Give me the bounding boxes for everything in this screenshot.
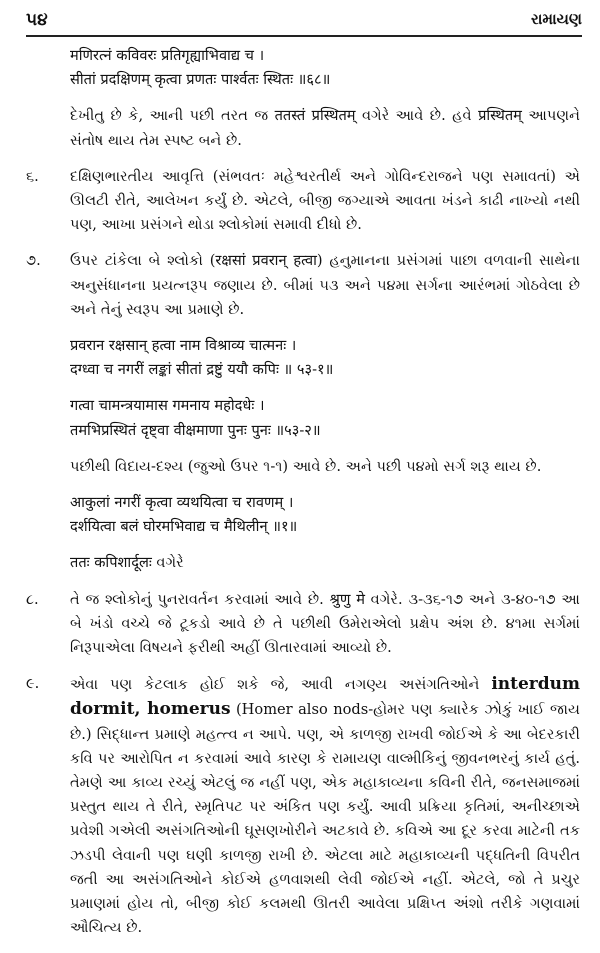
verse-block-4 (26, 491, 580, 539)
page-header (26, 6, 582, 36)
note-number: ૯. (26, 675, 40, 693)
verse-continuation: ततः कपिशार्दूलः વગેરે (70, 554, 184, 572)
verse-line: दर्शयित्वा बलं घोरमभिवाद्य च मैथिलीन् ॥१॥ (70, 518, 298, 536)
verse-line: गत्वा चामन्त्रयामास गमनाय महोदधेः । (70, 397, 265, 415)
note-item-7 (26, 249, 580, 322)
note-number: ૮. (26, 590, 39, 608)
note-number: ૭. (26, 252, 41, 270)
verse-block-1 (26, 44, 580, 92)
note-text-b: (Homer also nods-હોમર પણ ક્યારેક ઝોકું ખાઈ જાય છે.) સિદ્ધાન્ત પ્રમાણે મહત્ત્વ ન આપે. પણ, એ કાળજી રાખવી જોઈએ કે આ બેદરકારી કવિ પર આરોપિત ન કરવામાં આવે કારણ કે રામાયણ વાલ્મીકિનું જીવનભરનું કાર્ય હતું. તેમણે આ કાવ્ય રચ્યું એટલું જ નહીં પણ, એક મહાકાવ્યના કવિની રીતે, જનસમાજમાં પ્રસ્તુત થાય તે રીતે, સ્મૃતિપટ પર અંકિત પણ કર્યું. આવી પ્રક્રિયા કૃતિમાં, અનીચ્છાએ પ્રવેશી ગએલી અસંગતિઓની ઘૂસણખોરીને અટકાવે છે. કવિએ આ દૂર કરવા માટેની તક ઝડપી લેવાની પણ ઘણી કાળજી રાખી છે. એટલા માટે મહાકાવ્યની પદ્ધતિની વિપરીત જતી આ અસંગતિઓને કોઈએ હળવાશથી લેવી જોઈએ નહીં. એટલે, જો તે પ્રચુર પ્રમાણમાં હોય તો, બીજી કોઈ કલમથી ઊતરી આવેલા પ્રક્ષિપ્ત અંશો તરીકે ગણવામાં ઔચિત્ય છે. (70, 701, 580, 937)
note-item-8 (26, 588, 580, 661)
verse-line: दग्ध्वा च नगरीं लङ्कां सीतां द्रष्टुं ययौ कपिः ॥ ५३-१॥ (70, 361, 334, 379)
note-text: તે જ શ્લોકોનું પુનરાવર્તન કરવામાં આવે છે. श्रुणु मे વગેરે. ૩-૩૬-૧૭ અને ૩-૪૦-૧૭ આ બે ખંડો વચ્ચે જે ટૂકડો આવે છે તે પછીથી ઉમેરાએલો પ્રક્ષેપ અંશ છે. ૪૧મા સર્ગમાં નિરૂપાએલા વિષયને ફરીથી અહીં ઊતારવામાં આવ્યો છે. (70, 590, 580, 657)
note-text: ઉપર ટાંકેલા બે શ્લોકો (रक्षसां प्रवरान् हत्वा) હનુમાનના પ્રસંગમાં પાછા વળવાની સાથેના અનુસંધાનના પ્રયત્નરૂપ જણાય છે. બીમાં ૫૩ અને ૫૪મા સર્ગના આરંભમાં ગોઠવેલા છે અને તેનું સ્વરૂપ આ પ્રમાણે છે. (70, 252, 580, 318)
verse-line: प्रवरान रक्षसान् हत्वा नाम विश्राव्य चात्मनः । (70, 337, 297, 355)
latin-phrase: interdum dormit, homerus (70, 674, 580, 720)
note-text: દક્ષિણભારતીય આવૃત્તિ (સંભવતઃ મહેશ્વરતીર્થ અને ગોવિન્દરાજને પણ સમાવતાં) એ ઊલટી રીતે, આલેખન કર્યું છે. એટલે, બીજી જગ્યાએ આવતા ખંડને કાઢી નાખ્યો નથી પણ, આખા પ્રસંગને થોડા શ્લોકોમાં સમાવી દીધો છે. (70, 167, 580, 234)
note-number: ૬. (26, 167, 39, 185)
verse-line: तमभिप्रस्थितं दृष्ट्वा वीक्षमाणा पुनः पुनः ॥५३-२॥ (70, 421, 321, 439)
running-title: રામાયણ (530, 10, 582, 28)
verse-block-3 (26, 394, 580, 442)
verse-line: सीतां प्रदक्षिणम् कृत्वा प्रणतः पार्श्वतः स्थितः ॥६८॥ (70, 71, 331, 89)
note-item-6 (26, 165, 580, 238)
paragraph: પછીથી વિદાય-દશ્ય (જુઓ ઉપર ૧-૧) આવે છે. અને પછી ૫૪મો સર્ગ શરૂ થાય છે. (70, 457, 542, 475)
paragraph: દેખીતુ છે કે, આની પછી તરત જ ततस्तं प्रस्थितम् વગેરે આવે છે. હવે प्रस्थितम् આપણને સંતોષ થાય તેમ સ્પષ્ટ બને છે. (70, 107, 580, 149)
verse-line: मणिरत्नं कविवरः प्रतिगृह्याभिवाद्य च । (70, 47, 265, 64)
header-rule (26, 35, 582, 37)
verse-line: आकुलां नगरीं कृत्वा व्यथयित्वा च रावणम् । (70, 494, 294, 512)
page-body (26, 44, 580, 953)
note-text-a: એવા પણ કેટલાક હોઈ શકે જે, આવી નગણ્ય અસંગતિઓને (70, 676, 492, 694)
verse-block-2 (26, 334, 580, 382)
note-item-9 (26, 672, 580, 940)
page-number: ૫૪ (26, 10, 48, 30)
